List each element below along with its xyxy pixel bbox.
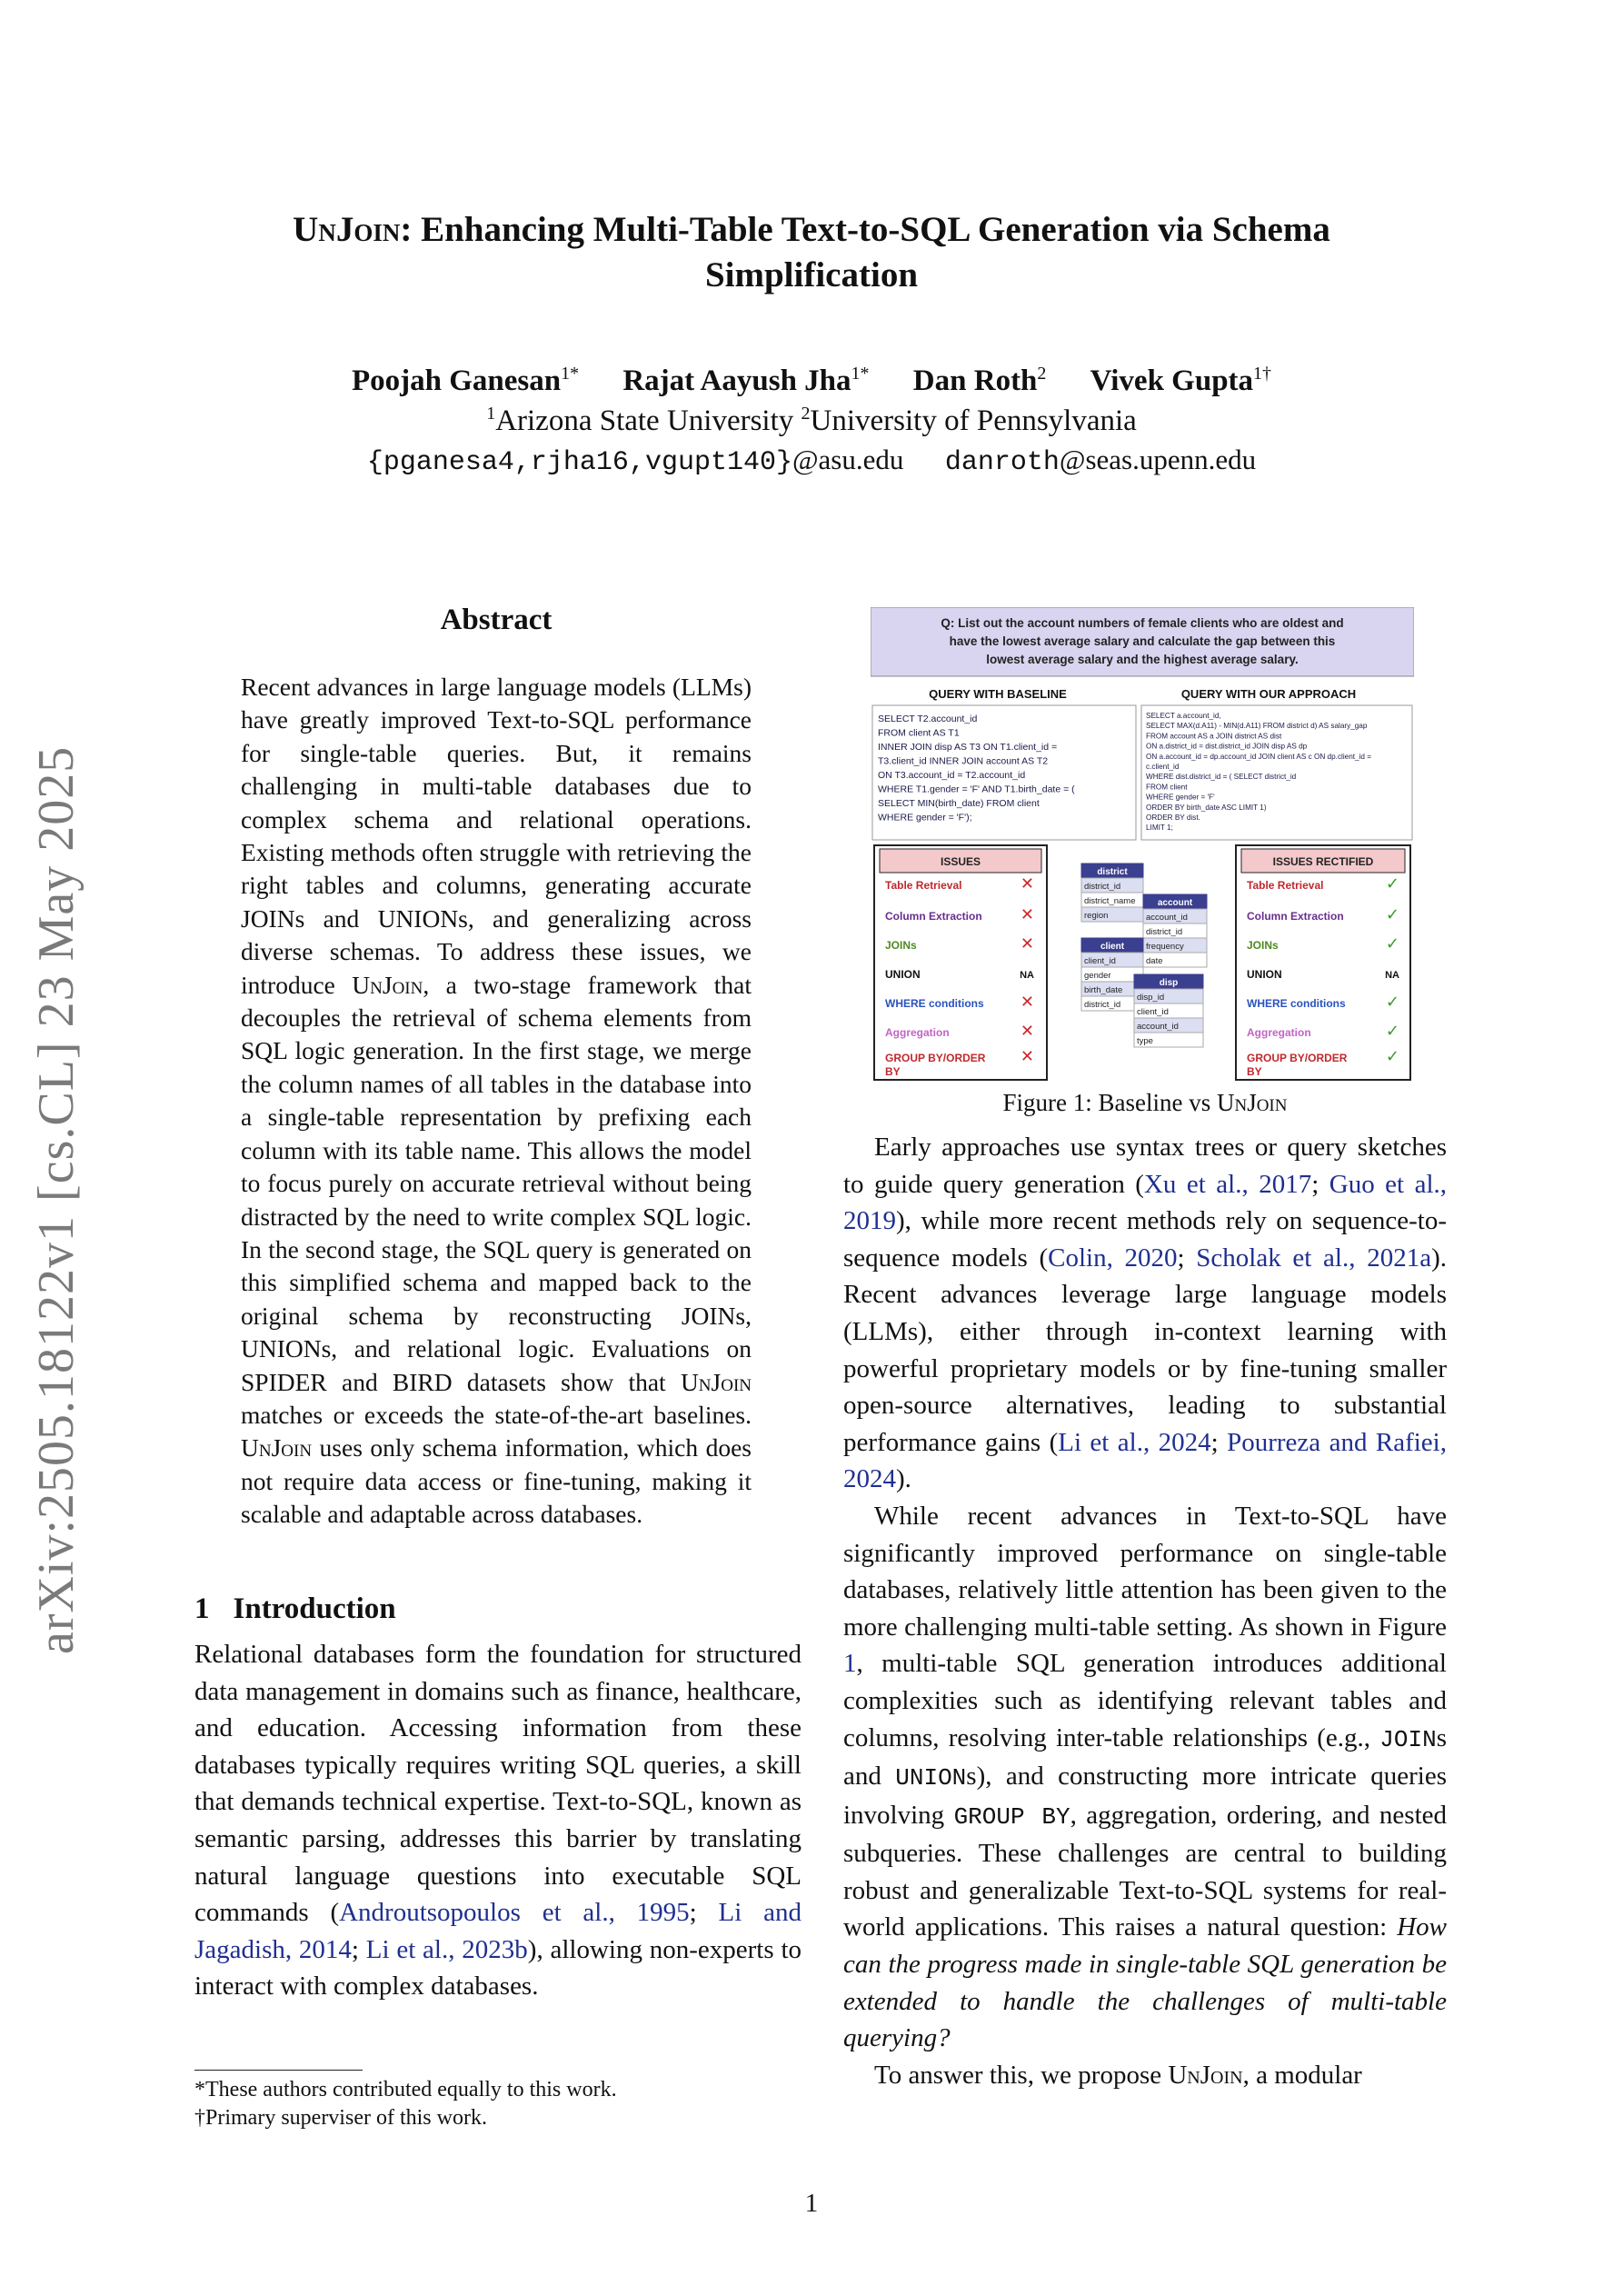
baseline-status-mark: ✕: [1020, 1047, 1034, 1065]
footnote-equal-contribution: *These authors contributed equally to this work.: [194, 2078, 617, 2101]
approach-status-mark: ✓: [1385, 993, 1399, 1011]
citation-link[interactable]: Li and Jagadish, 2014: [194, 1898, 802, 1964]
affiliations: $^1$Arizona State University $^2$University of Pennsylvania: [486, 404, 1137, 437]
sql-line: SELECT a.account_id,: [1146, 712, 1221, 720]
schema-column: gender: [1084, 971, 1111, 981]
sql-line: c.client_id: [1146, 763, 1180, 771]
schema-column: date: [1146, 956, 1163, 966]
abstract-heading: Abstract: [440, 604, 553, 636]
citation-link[interactable]: Pourreza and Rafiei, 2024: [843, 1427, 1447, 1494]
issue-label: JOINs: [885, 939, 917, 952]
rectified-label: BY: [1247, 1065, 1262, 1078]
citation-link[interactable]: Xu et al., 2017: [1143, 1169, 1312, 1199]
issue-label: Table Retrieval: [885, 879, 962, 892]
rectified-label: UNION: [1247, 968, 1282, 981]
schema-column: district_name: [1084, 896, 1136, 906]
title-text: : Enhancing Multi-Table Text-to-SQL Generation via Schema: [400, 210, 1330, 249]
approach-status-mark: ✓: [1385, 934, 1399, 953]
rectified-label: Table Retrieval: [1247, 879, 1324, 892]
arxiv-stamp: arXiv:2505.18122v1 [cs.CL] 23 May 2025: [28, 745, 85, 1654]
schema-column: frequency: [1146, 942, 1184, 952]
affiliation-asu: Arizona State University: [495, 404, 802, 437]
sql-line: SELECT T2.account_id: [878, 714, 978, 724]
title-text-line2: Simplification: [704, 255, 919, 294]
sql-line: LIMIT 1;: [1146, 824, 1173, 833]
approach-status-mark: ✓: [1385, 874, 1399, 893]
issue-label: Aggregation: [885, 1026, 950, 1039]
abstract-body: Recent advances in large language models (LLMs) have greatly improved Text-to-SQL performance for single-table queries. But, it remains challenging in multi-table databases due to complex schema and relational operations. Existing methods often struggle with retrieving the right tables and columns, generating accurate JOINs and UNIONs, and generalizing across diverse schemas. To address these issues, we introduce UnJoin, a two-stage framework that decouples the retrieval of schema elements from SQL logic generation. In the first stage, we merge the column names of all tables in the database into a single-table representation by prefixing each column with its table name. This allows the model to focus purely on accurate retrieval without being distracted by the need to write complex SQL logic. In the second stage, the SQL query is generated on this simplified schema and mapped back to the original schema by reconstructing JOINs, UNIONs, and relational logic. Evaluations on SPIDER and BIRD datasets show that UnJoin matches or exceeds the state-of-the-art baselines. UnJoin uses only schema information, which does not require data access or fine-tuning, making it scalable and adaptable across databases.: [241, 673, 752, 1529]
schema-column: birth_date: [1084, 985, 1123, 995]
sql-line: SELECT MAX(d.A11) - MIN(d.A11) FROM district d) AS salary_gap: [1146, 722, 1368, 731]
author-emails: {pganesa4,rjha16,vgupt140}@asu.edu danroth@seas.upenn.edu: [366, 444, 1257, 478]
paragraph: Early approaches use syntax trees or query sketches to guide query generation (Xu et al., 2017; Guo et al., 2019), while more recent methods rely on sequence-to-sequence models (Colin, 2020; Scholak et al., 2021a). Recent advances leverage large language models (LLMs), either through in-context learning with powerful proprietary models or by fine-tuning smaller open-source alternatives, leading to substantial performance gains (Li et al., 2024; Pourreza and Rafiei, 2024).: [843, 1133, 1448, 1494]
issue-label: WHERE conditions: [885, 997, 984, 1010]
citation-link[interactable]: Scholak et al., 2021a: [1196, 1243, 1432, 1273]
baseline-header: QUERY WITH BASELINE: [929, 687, 1067, 701]
schema-column: disp_id: [1137, 993, 1165, 1003]
baseline-status-mark: NA: [1020, 970, 1034, 981]
baseline-status-mark: ✕: [1020, 874, 1034, 893]
question-line: have the lowest average salary and calculate the gap between this: [949, 634, 1336, 648]
sql-line: INNER JOIN disp AS T3 ON T1.client_id =: [878, 742, 1058, 753]
question-line: lowest average salary and the highest average salary.: [986, 653, 1299, 666]
page-number: 1: [804, 2189, 819, 2218]
sql-line: SELECT MIN(birth_date) FROM client: [878, 798, 1040, 809]
citation-link[interactable]: Guo et al., 2019: [843, 1169, 1448, 1236]
sql-line: WHERE gender = 'F': [1146, 793, 1215, 802]
schema-tables: [1081, 863, 1207, 1047]
footnotes: [194, 2076, 802, 2132]
sql-line: ON a.district_id = dist.district_id JOIN disp AS dp: [1146, 742, 1308, 751]
sql-line: FROM account AS a JOIN district AS dist: [1146, 732, 1282, 741]
approach-header: QUERY WITH OUR APPROACH: [1180, 687, 1357, 701]
figure-caption: Figure 1: Baseline vs UnJoin: [1002, 1089, 1288, 1116]
figure-1-baseline-vs-unjoin: [871, 607, 1414, 1082]
figure-ref-link[interactable]: 1: [843, 1649, 857, 1679]
sql-line: T3.client_id INNER JOIN account AS T2: [878, 755, 1049, 767]
citation-link[interactable]: Colin, 2020: [1048, 1243, 1178, 1273]
schema-column: district_id: [1146, 927, 1183, 937]
schema-column: type: [1137, 1036, 1153, 1046]
rectified-label: Aggregation: [1247, 1026, 1311, 1039]
issue-label: UNION: [885, 968, 921, 981]
schema-table-name: client: [1100, 942, 1125, 952]
footnote-rule: [194, 2070, 363, 2071]
section-heading-introduction: 1 Introduction: [194, 1592, 396, 1625]
schema-column: district_id: [1084, 882, 1121, 892]
baseline-status-mark: ✕: [1020, 993, 1034, 1011]
title-system-name: UnJoin: [293, 210, 401, 249]
schema-table-name: account: [1157, 898, 1193, 908]
footnote-supervisor: †Primary superviser of this work.: [194, 2106, 487, 2130]
sql-line: ORDER BY dist.: [1146, 814, 1200, 822]
author-list: [136, 364, 1487, 398]
schema-table-name: disp: [1159, 978, 1179, 988]
author: Poojah Ganesan$^{1*}$: [351, 364, 580, 397]
approach-status-mark: ✓: [1385, 1047, 1399, 1065]
author: Vivek Gupta$^{1\dagger}$: [1090, 364, 1272, 397]
sql-line: ON a.account_id = dp.account_id JOIN client AS c ON dp.client_id =: [1146, 752, 1372, 761]
paper-title: [136, 207, 1487, 298]
baseline-status-mark: ✕: [1020, 905, 1034, 923]
schema-table-name: district: [1097, 867, 1128, 877]
rectified-label: WHERE conditions: [1247, 997, 1346, 1010]
question-line: Q: List out the account numbers of female clients who are oldest and: [941, 616, 1344, 630]
citation-link[interactable]: Li et al., 2023b: [365, 1934, 528, 1964]
baseline-status-mark: ✕: [1020, 934, 1034, 953]
author: Rajat Aayush Jha$^{1*}$: [622, 364, 870, 397]
affiliation-upenn: University of Pennsylvania: [810, 404, 1137, 437]
sql-line: WHERE T1.gender = 'F' AND T1.birth_date = (: [878, 784, 1075, 795]
rectified-label: Column Extraction: [1247, 910, 1344, 923]
issue-label: GROUP BY/ORDER: [885, 1052, 986, 1064]
issue-label: BY: [885, 1065, 901, 1078]
schema-column: account_id: [1137, 1022, 1179, 1032]
issue-label: Column Extraction: [885, 910, 982, 923]
sql-line: FROM client AS T1: [878, 727, 960, 739]
issues-header: ISSUES: [940, 855, 981, 868]
schema-column: district_id: [1084, 1000, 1121, 1010]
rectified-label: GROUP BY/ORDER: [1247, 1052, 1348, 1064]
paragraph: While recent advances in Text-to-SQL have significantly improved performance on single-table databases, relatively little attention has been given to the more challenging multi-table setting. As shown in Figure 1, multi-table SQL generation introduces additional complexities such as identifying relevant tables and columns, resolving inter-table relationships (e.g., JOINs and UNIONs), and constructing more intricate queries involving GROUP BY, aggregation, ordering, and nested subqueries. These challenges are central to building robust and generalizable Text-to-SQL systems for real-world applications. This raises a natural question: How can the progress made in single-table SQL generation be extended to handle the challenges of multi-table querying?: [843, 1501, 1448, 2053]
sql-line: WHERE gender = 'F');: [878, 812, 972, 824]
citation-link[interactable]: Androutsopoulos et al., 1995: [339, 1898, 690, 1928]
sql-line: ORDER BY birth_date ASC LIMIT 1): [1146, 803, 1267, 812]
baseline-status-mark: ✕: [1020, 1022, 1034, 1040]
sql-line: ON T3.account_id = T2.account_id: [878, 770, 1026, 781]
approach-status-mark: ✓: [1385, 1022, 1399, 1040]
right-column-text: [843, 1129, 1447, 2093]
rectified-header: ISSUES RECTIFIED: [1272, 855, 1374, 868]
approach-status-mark: NA: [1385, 970, 1399, 981]
schema-column: region: [1084, 911, 1109, 921]
paragraph: To answer this, we propose UnJoin, a modular: [874, 2060, 1362, 2090]
sql-line: WHERE dist.district_id = ( SELECT district_id: [1146, 773, 1297, 782]
schema-column: account_id: [1146, 913, 1188, 923]
schema-column: client_id: [1084, 956, 1116, 966]
introduction-paragraph: Relational databases form the foundation for structured data management in domains such as finance, healthcare, and education. Accessing information from these databases typically requires writing SQL queries, a skill that demands technical expertise. Text-to-SQL, known as semantic parsing, addresses this barrier by translating natural language questions into executable SQL commands (Androutsopoulos et al., 1995; Li and Jagadish, 2014; Li et al., 2023b), allowing non-experts to interact with complex databases.: [194, 1640, 802, 2002]
sql-line: FROM client: [1146, 783, 1188, 792]
schema-column: client_id: [1137, 1007, 1169, 1017]
rectified-label: JOINs: [1247, 939, 1279, 952]
author: Dan Roth$^2$: [912, 364, 1047, 397]
approach-status-mark: ✓: [1385, 905, 1399, 923]
citation-link[interactable]: Li et al., 2024: [1058, 1427, 1211, 1457]
